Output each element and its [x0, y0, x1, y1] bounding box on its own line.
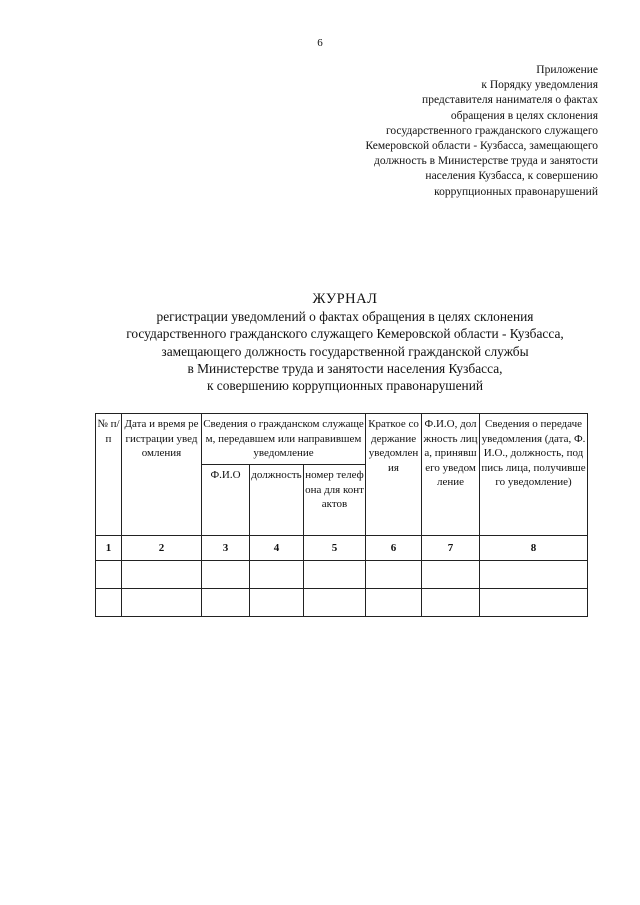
header-registration-date: Дата и время регистрации уведомления	[122, 414, 202, 536]
table-cell	[96, 561, 122, 589]
appendix-line: к Порядку уведомления	[481, 79, 598, 92]
column-number: 2	[122, 536, 202, 561]
table-cell	[304, 589, 366, 617]
header-employee-info: Сведения о гражданском служащем, передавшем или направившем уведомление	[202, 414, 366, 465]
header-transfer-info: Сведения о передаче уведомления (дата, Ф.И.О., должность, подпись лица, получившего уведомление)	[480, 414, 588, 536]
column-number-row	[96, 536, 588, 561]
header-phone: номер телефона для контактов	[304, 465, 366, 536]
title-line: к совершению коррупционных правонарушений	[206, 378, 484, 394]
table-cell	[366, 561, 422, 589]
column-number: 3	[202, 536, 250, 561]
appendix-line: должность в Министерстве труда и занятости	[374, 155, 598, 168]
column-number: 5	[304, 536, 366, 561]
table-cell	[422, 589, 480, 617]
table-cell	[202, 561, 250, 589]
table-cell	[366, 589, 422, 617]
table-cell	[122, 589, 202, 617]
appendix-line: Кемеровской области - Кузбасса, замещающего	[365, 140, 598, 153]
appendix-line: коррупционных правонарушений	[434, 185, 598, 198]
appendix-note	[298, 63, 598, 200]
column-number: 4	[250, 536, 304, 561]
header-number: № п/п	[96, 414, 122, 536]
journal-table	[95, 413, 588, 617]
appendix-line: государственного гражданского служащего	[385, 124, 598, 137]
table-row	[96, 561, 588, 589]
table-cell	[480, 589, 588, 617]
table-cell	[250, 561, 304, 589]
table-row	[96, 589, 588, 617]
title-line: регистрации уведомлений о фактах обращения в целях склонения	[156, 309, 534, 325]
table-cell	[250, 589, 304, 617]
appendix-line: представителя нанимателя о фактах	[422, 94, 598, 107]
table-cell	[122, 561, 202, 589]
column-number: 1	[96, 536, 122, 561]
title-line: в Министерстве труда и занятости населения Кузбасса,	[187, 360, 503, 376]
header-receiver: Ф.И.О, должность лица, принявшего уведомление	[422, 414, 480, 536]
header-fio: Ф.И.О	[202, 465, 250, 536]
journal-title	[70, 291, 620, 394]
table-cell	[422, 561, 480, 589]
column-number: 8	[480, 536, 588, 561]
table-cell	[480, 561, 588, 589]
title-line: замещающего должность государственной гражданской службы	[161, 343, 529, 359]
table-cell	[304, 561, 366, 589]
header-summary: Краткое содержание уведомления	[366, 414, 422, 536]
page-number: 6	[317, 37, 323, 49]
appendix-line: населения Кузбасса, к совершению	[425, 170, 598, 183]
appendix-line: обращения в целях склонения	[450, 109, 598, 122]
title-line: государственного гражданского служащего Кемеровской области - Кузбасса,	[126, 326, 564, 342]
table-cell	[202, 589, 250, 617]
column-number: 6	[366, 536, 422, 561]
column-number: 7	[422, 536, 480, 561]
header-position: должность	[250, 465, 304, 536]
appendix-line: Приложение	[536, 64, 598, 76]
journal-heading: ЖУРНАЛ	[312, 291, 378, 307]
table-cell	[96, 589, 122, 617]
